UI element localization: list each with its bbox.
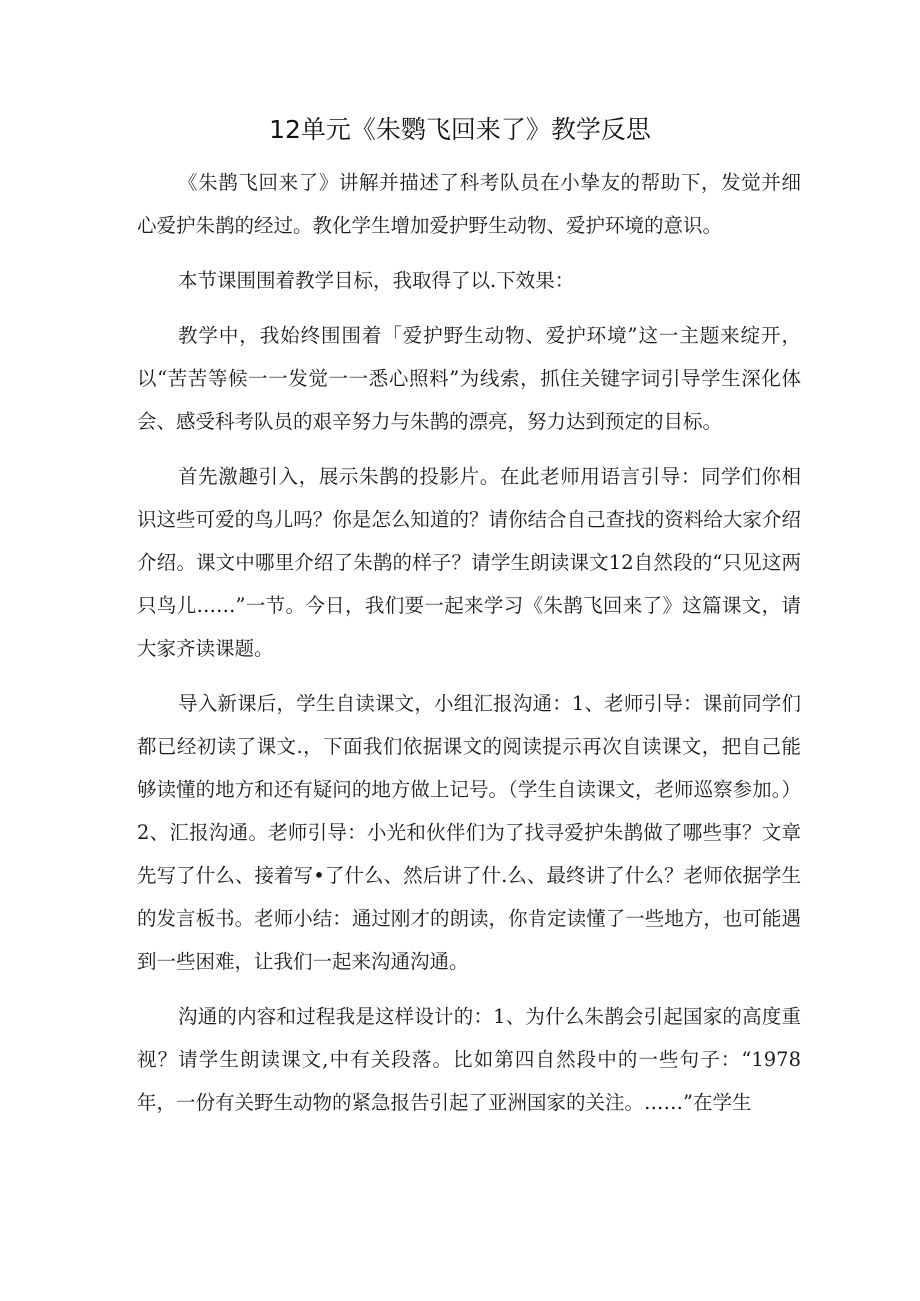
paragraph-1: 《朱鹊飞回来了》讲解并描述了科考队员在小挚友的帮助下，发觉并细心爱护朱鹊的经过。教化学生增加爱护野生动物、爱护环境的意识。 <box>137 171 801 237</box>
paragraph-6: 沟通的内容和过程我是这样设计的：1、为什么朱鹊会引起国家的高度重视？请学生朗读课文,中有关段落。比如第四自然段中的一些句子：“1978年，一份有关野生动物的紧急报告引起了亚洲国家的关注。……”在学生 <box>137 1005 801 1114</box>
document-title: 12单元《朱鹦飞回来了》教学反思 <box>269 115 651 144</box>
paragraph-4: 首先激趣引入，展示朱鹊的投影片。在此老师用语言引导：同学们你相识这些可爱的鸟儿吗？你是怎么知道的？请你结合自己查找的资料给大家介绍介绍。课文中哪里介绍了朱鹊的样子？请学生朗读课文12自然段的“只见这两只鸟儿……”一节。今日，我们要一起来学习《朱鹊飞回来了》这篇课文，请大家齐读课题。 <box>137 465 801 660</box>
paragraph-2: 本节课围围着教学目标，我取得了以.下效果： <box>178 269 575 292</box>
paragraph-3: 教学中，我始终围围着「爱护野生动物、爱护环境”这一主题来绽开，以“苦苦等候一一发觉一一悉心照料”为线索，抓住关键字词引导学生深化体会、感受科考队员的艰辛努力与朱鹊的漂亮，努力达到预定的目标。 <box>137 324 801 433</box>
document-body <box>137 161 801 1136</box>
paragraph-5: 导入新课后，学生自读课文，小组汇报沟通：1、老师引导：课前同学们都已经初读了课文.，下面我们依据课文的阅读提示再次自读课文，把自己能够读懂的地方和还有疑问的地方做上记号。（学生自读课文，老师巡察参加。）2、汇报沟通。老师引导：小光和伙伴们为了找寻爱护朱鹊做了哪些事？文章先写了什么、接着写•了什么、然后讲了什.么、最终讲了什么？老师依据学生的发言板书。老师小结：通过刚才的朗读，你肯定读懂了一些地方，也可能遇到一些困难，让我们一起来沟通沟通。 <box>137 692 801 973</box>
